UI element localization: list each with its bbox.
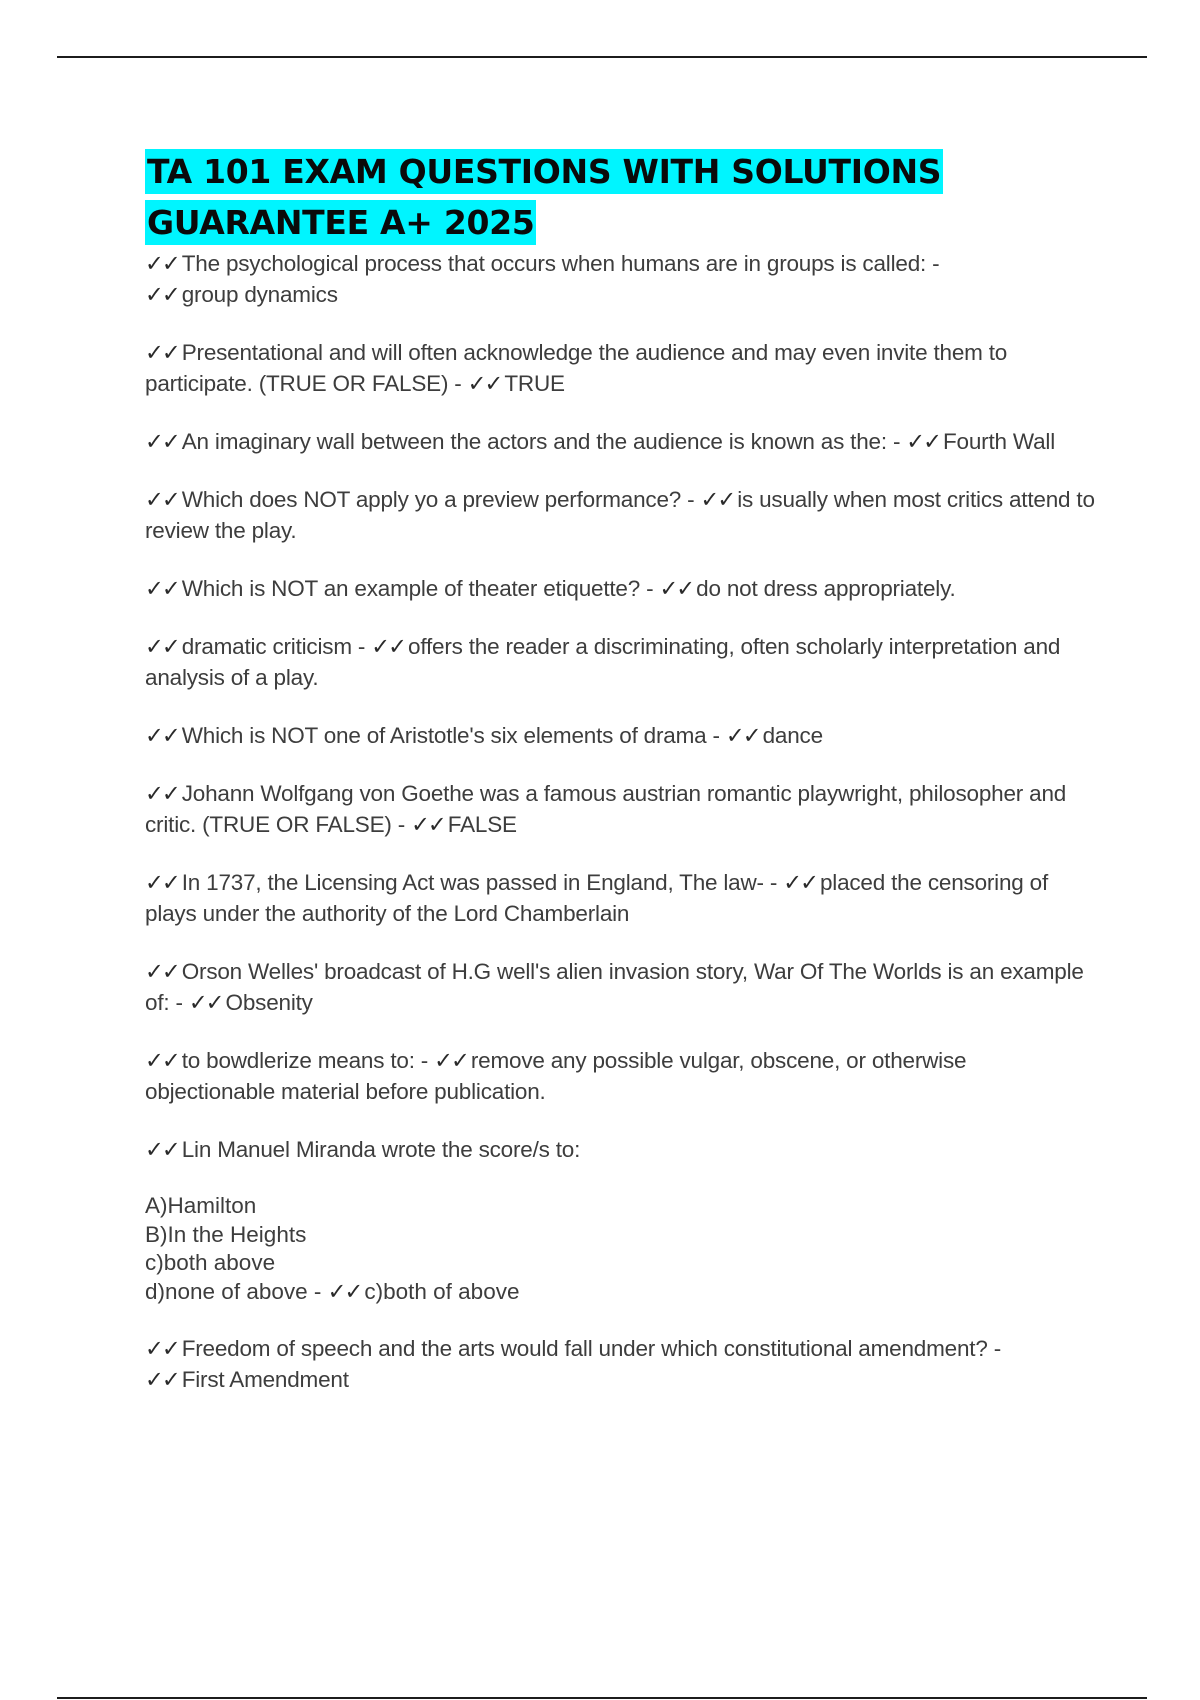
- double-check-icon: ✓✓: [327, 1278, 362, 1304]
- answer-text: do not dress appropriately.: [696, 576, 956, 601]
- answer-text: is usually when most critics attend to review the play.: [145, 487, 1095, 543]
- double-check-icon: ✓✓: [145, 781, 179, 806]
- qa-item: [145, 1333, 1095, 1395]
- qa-item: [145, 484, 1095, 546]
- qa-item: [145, 778, 1095, 840]
- title-highlight: [145, 149, 943, 245]
- double-check-icon: ✓✓: [145, 1367, 179, 1392]
- footer-rule: [57, 1697, 1147, 1699]
- answer-text: FALSE: [447, 812, 517, 837]
- qa-item: [145, 337, 1095, 399]
- qa-item: [145, 573, 1095, 604]
- answer-text: group dynamics: [181, 282, 338, 307]
- double-check-icon: ✓✓: [783, 870, 817, 895]
- double-check-icon: ✓✓: [659, 576, 694, 601]
- double-check-icon: ✓✓: [371, 634, 405, 659]
- double-check-icon: ✓✓: [188, 990, 223, 1015]
- header-rule: [57, 56, 1147, 58]
- qa-item: [145, 631, 1095, 693]
- double-check-icon: ✓✓: [145, 282, 179, 307]
- double-check-icon: ✓✓: [467, 371, 502, 396]
- double-check-icon: ✓✓: [411, 812, 445, 837]
- double-check-icon: ✓✓: [145, 340, 179, 365]
- answer-text: dance: [762, 723, 823, 748]
- answer-text: Obsenity: [225, 990, 313, 1015]
- answer-text: TRUE: [504, 371, 565, 396]
- qa-item: [145, 248, 1095, 310]
- question-text: Which does NOT apply yo a preview performance? -: [181, 487, 701, 512]
- qa-item: [145, 1045, 1095, 1107]
- document-body: [145, 146, 1095, 1422]
- question-text: Johann Wolfgang von Goethe was a famous austrian romantic playwright, philosopher and critic. (TRUE OR FALSE) -: [145, 781, 1067, 837]
- double-check-icon: ✓✓: [145, 487, 179, 512]
- question-text: Lin Manuel Miranda wrote the score/s to:: [181, 1137, 581, 1162]
- option-b: B)In the Heights: [145, 1221, 307, 1247]
- title-line-1: TA 101 EXAM QUESTIONS WITH SOLUTIONS: [147, 152, 942, 191]
- option-c: c)both above: [145, 1250, 276, 1275]
- option-d: [145, 1278, 1095, 1307]
- question-text: In 1737, the Licensing Act was passed in England, The law- -: [181, 870, 784, 895]
- question-text: An imaginary wall between the actors and the audience is known as the: -: [181, 429, 907, 454]
- double-check-icon: ✓✓: [145, 1137, 179, 1162]
- double-check-icon: ✓✓: [725, 723, 760, 748]
- double-check-icon: ✓✓: [145, 870, 179, 895]
- double-check-icon: ✓✓: [434, 1048, 468, 1073]
- question-text: The psychological process that occurs when humans are in groups is called: -: [181, 251, 940, 276]
- double-check-icon: ✓✓: [906, 429, 941, 454]
- answer-text: First Amendment: [181, 1367, 349, 1392]
- answer-text: Fourth Wall: [943, 429, 1056, 454]
- answer-text: offers the reader a discriminating, often scholarly interpretation and analysis of a play.: [145, 634, 1061, 690]
- double-check-icon: ✓✓: [145, 959, 179, 984]
- question-text: Orson Welles' broadcast of H.G well's alien invasion story, War Of The Worlds is an example of: -: [145, 959, 1084, 1015]
- question-text: to bowdlerize means to: -: [181, 1048, 435, 1073]
- multi-choice-options: [145, 1192, 1095, 1306]
- question-text: dramatic criticism -: [181, 634, 372, 659]
- qa-item: [145, 867, 1095, 929]
- question-text: Presentational and will often acknowledge the audience and may even invite them to participate. (TRUE OR FALSE) -: [145, 340, 1008, 396]
- title-line-2: GUARANTEE A+ 2025: [147, 203, 535, 242]
- option-a: A)Hamilton: [145, 1193, 257, 1218]
- double-check-icon: ✓✓: [145, 1048, 179, 1073]
- question-text: Which is NOT one of Aristotle's six elements of drama -: [181, 723, 726, 748]
- double-check-icon: ✓✓: [145, 576, 179, 601]
- double-check-icon: ✓✓: [145, 251, 179, 276]
- answer-text: remove any possible vulgar, obscene, or otherwise objectionable material before publication.: [145, 1048, 967, 1104]
- double-check-icon: ✓✓: [145, 723, 179, 748]
- qa-item: [145, 956, 1095, 1018]
- double-check-icon: ✓✓: [145, 1336, 179, 1361]
- question-text: Freedom of speech and the arts would fall under which constitutional amendment? -: [181, 1336, 1001, 1361]
- option-d-text: d)none of above -: [145, 1278, 328, 1304]
- answer-text: placed the censoring of plays under the authority of the Lord Chamberlain: [145, 870, 1049, 926]
- multi-choice-question: [145, 1134, 1095, 1165]
- qa-item: [145, 426, 1095, 457]
- double-check-icon: ✓✓: [145, 634, 179, 659]
- answer-text: c)both of above: [364, 1278, 520, 1304]
- qa-item: [145, 720, 1095, 751]
- double-check-icon: ✓✓: [145, 429, 179, 454]
- document-title: [145, 146, 1095, 248]
- double-check-icon: ✓✓: [700, 487, 735, 512]
- question-text: Which is NOT an example of theater etiquette? -: [181, 576, 660, 601]
